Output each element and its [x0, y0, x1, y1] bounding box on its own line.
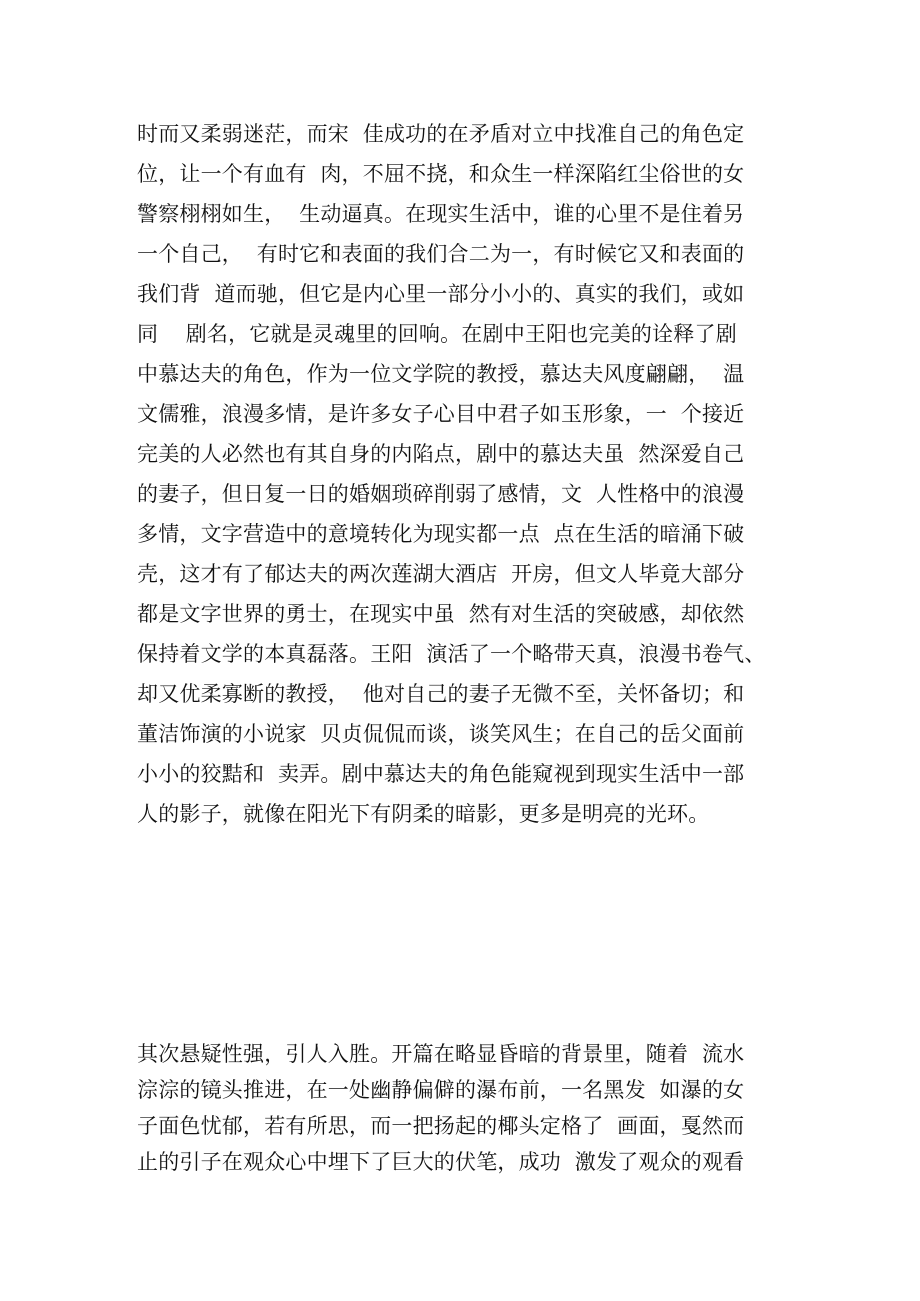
text-line: 我们背 道而驰，但它是内心里一部分小小的、真实的我们，或如 — [137, 282, 745, 306]
paragraph-1 — [137, 114, 797, 834]
text-line: 的妻子，但日复一日的婚姻琐碎削弱了感情，文 人性格中的浪漫 — [137, 482, 745, 506]
text-line: 其次悬疑性强，引人入胜。开篇在略显昏暗的背景里，随着 流水 — [137, 1042, 745, 1066]
text-line: 淙淙的镜头推进，在一处幽静偏僻的瀑布前，一名黑发 如瀑的女 — [137, 1078, 745, 1102]
text-line: 止的引子在观众心中埋下了巨大的伏笔，成功 激发了观众的观看 — [137, 1150, 745, 1174]
text-line: 董洁饰演的小说家 贝贞侃侃而谈，谈笑风生；在自己的岳父面前 — [137, 722, 745, 746]
text-line: 一个自己， 有时它和表面的我们合二为一，有时候它又和表面的 — [137, 242, 745, 266]
text-line: 时而又柔弱迷茫，而宋 佳成功的在矛盾对立中找准自己的角色定 — [137, 122, 745, 146]
text-line: 位，让一个有血有 肉，不屈不挠，和众生一样深陷红尘俗世的女 — [137, 162, 745, 186]
text-line: 子面色忧郁，若有所思，而一把扬起的椰头定格了 画面，戛然而 — [137, 1114, 745, 1138]
text-line: 人的影子，就像在阳光下有阴柔的暗影，更多是明亮的光环。 — [137, 802, 710, 826]
paragraph-2 — [137, 1036, 797, 1180]
text-line: 完美的人必然也有其自身的内陷点，剧中的慕达夫虽 然深爱自己 — [137, 442, 745, 466]
text-line: 多情，文字营造中的意境转化为现实都一点 点在生活的暗涌下破 — [137, 522, 745, 546]
text-line: 却又优柔寡断的教授， 他对自己的妻子无微不至，关怀备切；和 — [137, 682, 745, 706]
text-line: 中慕达夫的角色，作为一位文学院的教授，慕达夫风度翩翩， 温 — [137, 362, 745, 386]
text-line: 同 剧名，它就是灵魂里的回响。在剧中王阳也完美的诠释了剧 — [137, 322, 737, 346]
text-line: 文儒雅，浪漫多情，是许多女子心目中君子如玉形象，一 个接近 — [137, 402, 745, 426]
text-line: 警察栩栩如生， 生动逼真。在现实生活中，谁的心里不是住着另 — [137, 202, 745, 226]
text-line: 保持着文学的本真磊落。王阳 演活了一个略带天真，浪漫书卷气、 — [137, 642, 766, 666]
text-line: 壳，这才有了郁达夫的两次莲湖大酒店 开房，但文人毕竟大部分 — [137, 562, 745, 586]
text-line: 都是文字世界的勇士，在现实中虽 然有对生活的突破感，却依然 — [137, 602, 745, 626]
text-line: 小小的狡黠和 卖弄。剧中慕达夫的角色能窥视到现实生活中一部 — [137, 762, 745, 786]
